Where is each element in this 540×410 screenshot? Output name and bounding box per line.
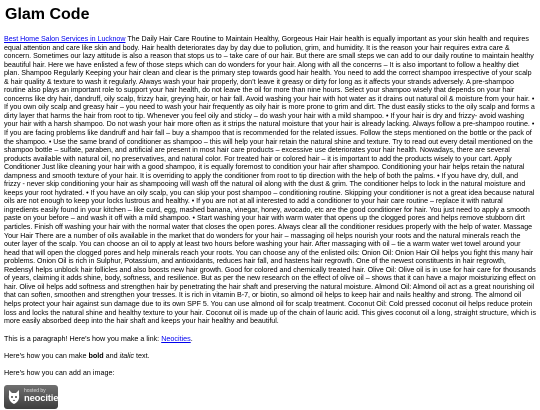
paragraph-image-example: Here's how you can add an image: <box>4 367 115 377</box>
paragraph-text: Here's how you can make <box>4 350 89 360</box>
page-title: Glam Code <box>5 6 90 23</box>
badge-text <box>24 389 63 404</box>
badge-brand: neocities <box>24 393 64 405</box>
paragraph-text: and <box>103 350 120 360</box>
bold-text: bold <box>88 350 104 360</box>
paragraph-text: text. <box>134 350 150 360</box>
article-text <box>4 35 536 326</box>
paragraph-text: This is a paragraph! Here's how you make a link: <box>4 333 162 343</box>
badge-hosted-by: hosted by <box>24 388 46 395</box>
article-body: The Daily Hair Care Routine to Maintain Healthy, Gorgeous Hair Hair health is equally important as your skin health and requires equal attention and care like skin and body. Hair health deteriorates day by day due to pollution, grim, and humidity. It is the reason your hair requires extra care & concern. Sometimes our lazy attitude is also a reason that stops us to – take care of our hair. But there are small steps we can add to our daily routine to maintain healthy beautiful hair. Here we have enlisted a few of those steps which can do wonders for your hair. Along with all the concerns – It is also important to follow a healthy diet plan. Shampoo Regularly Keeping your hair clean and clear is the primary step towards good hair health. You need to add the correct shampoo irrespective of your scalp & hair quality & texture to wash it regularly. Always wash your hair properly, don’t leave it greasy or dirty for long as it affects your strands adversely. A pre-shampoo routine also plays an important role to support your hair health, do not leave the oil for more than nine hours. Select your shampoo wisely that depends on your hair concerns like dry hair, dandruff, oily scalp, frizzy hair, greying hair, or hair fall. Avoid washing your hair with hot water as it drains out natural oil & moisture from your hair. • If you own oily scalp and greasy hair – you need to wash your hair frequently as oily hair is more prone to grim and dirt. The dust easily sticks to the oily scalp and forms a dirty layer that harms the hair from root to tip. Whenever you feel oily and sticky – do wash your hair with a mild shampoo. • If your hair is dry and frizzy- avoid washing your hair with a harsh shampoo. Do not wash your hair more often as it strips the natural moisture that your hair is already lacking. Always follow a pre-shampoo routine. • If you are facing problems like dandruff and hair fall – buy a shampoo that is recommended for the related issues. Follow the steps mentioned on the bottle or the pack of the shampoo. • Use the same brand of conditioner as shampoo – this will help your hair retain the natural shine and texture. Try to read out every detail mentioned on the shampoo bottle – sulfate, paraben, and artificial are present in most hair care products – excessive use deteriorates your hair health. Nowadays, there are several products available with natural oil, no preservatives, and natural color. For treated hair or colored hair – it is important to add the products wisely to your cart. Apply Conditioner Just like cleaning your hair with a good shampoo, it is equally foremost to condition your hair after shampoo. Conditioning your hair helps retain the natural dampness and smooth texture of your hair. It is overriding to apply the conditioner from root to tip direction with the help of both the palms. • If you have dry, dull, and frizzy - never skip conditioning your hair as shampooing will wash off the natural oil along with the dust & grim. The conditioner helps to lock in the natural moisture and keeps your root hydrated. • If you have an oily scalp, you can skip your post shampoo – conditioning routine. Skipping your conditioner is not a great idea because natural oils are not enough to keep your locks lustrous and healthy. • If you are not at all interested to add a conditioner to your hair care routine – replace it with natural ingredients easily found in your kitchen – like curd, egg, mashed banana, vinegar, honey, avocado, etc are the good conditioner for hair. You just need to apply a smooth paste on your before – and wash it off with a mild shampoo. • Start washing your hair with warm water that opens up the clogged pores and helps remove stubborn dirt particles. Finish off washing your hair with the normal water that closes the open pores. Always clear all the conditioner residues properly with the help of water. Massage Your Hair There are a number of oils available in the market that do wonders for your hair – massaging oil helps nourish your roots and the natural minerals reach the outer layer of the scalp. You can choose an oil to apply at least two hours before washing your hair. After massaging with oil – tie a warm water wet towel around your head that will open the clogged pores and help minerals reach your roots. You can choose any of the enlisted oils: Onion Oil: Onion Hair Oil helps you fight this many hair problems. Onion Oil is rich in Sulphur, Potassium, and antioxidants, reduces hair fall, and hastens hair regrowth. One of the newest constituents in hair regrowth, Redensyl helps unblock hair follicles and also boosts new hair growth. Good for colored and chemically treated hair. Olive Oil: Olive oil is in use for hair care for thousands of years, claiming it adds shine, body, softness, and resilience. But as per the new research on the effect of olive oil – shows that it can have a major moisturizing effect on hair. Olive oil helps add softness and strengthen hair by penetrating the hair shaft and preserving the natural moisture. Almond Oil: Almond oil act as a great nourishing oil that can soften, smoothen and strengthen your tresses. It is rich in vitamin B-7, or biotin, so almond oil helps to keep hair and nails healthy and strong. The almond oil helps protect your hair against sun damage due to its own SPF 5. You can use almond oil for scalp treatment. Coconut Oil: Cold pressed coconut oil helps reduce protein loss and locks the natural shine and healthy texture to your hair. Coconut oil is made up of the chain of lauric acid. This gives coconut oil a long, straight structure, which is more easily absorbed deep into the hair shaft and keeps your hair healthy and beautiful. <box>4 35 536 326</box>
neocities-link[interactable]: Neocities <box>161 333 191 343</box>
paragraph-formatting-example <box>4 351 536 360</box>
italic-text: italic <box>119 350 135 360</box>
salon-services-link[interactable]: Best Home Salon Services in Lucknow <box>4 35 126 43</box>
neocities-cat-icon <box>7 389 21 405</box>
paragraph-link-example <box>4 334 536 343</box>
paragraph-period: . <box>190 333 193 343</box>
